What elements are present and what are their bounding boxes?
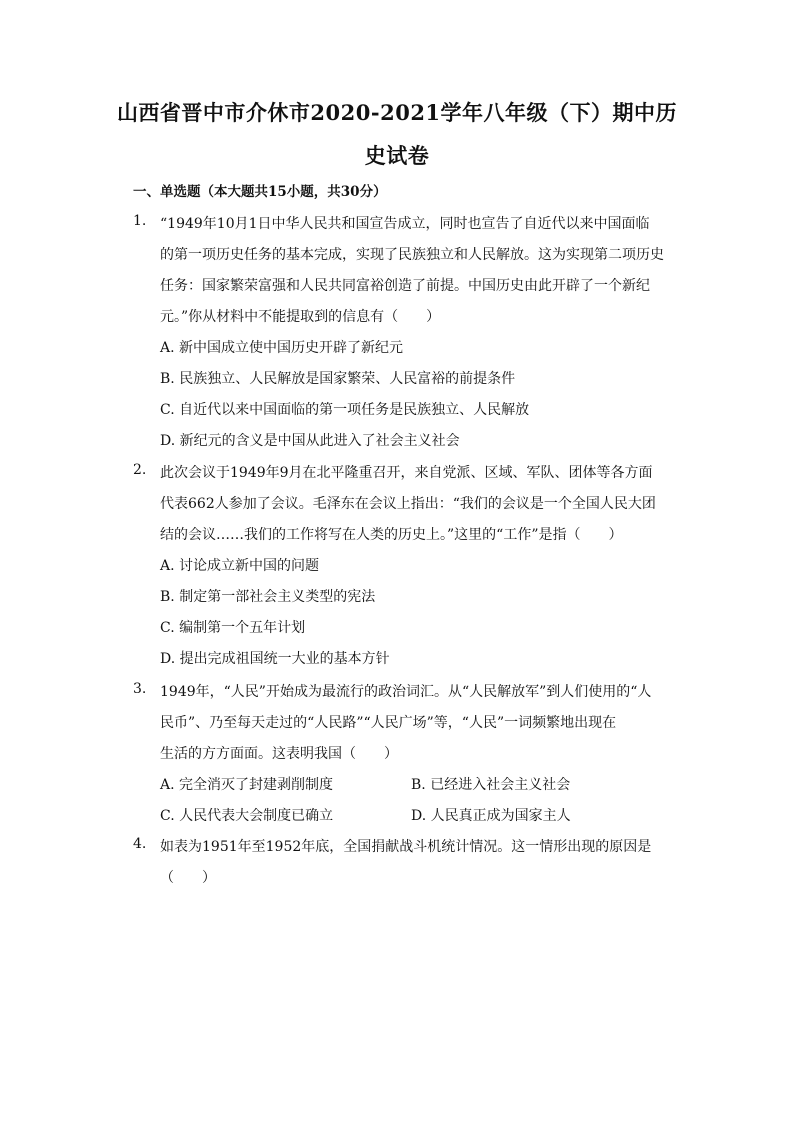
question-text-line: 民币”、乃至每天走过的“人民路”“人民广场”等，“人民”一词频繁地出现在 — [160, 715, 617, 731]
question-number: 3. — [133, 681, 147, 697]
option-b: B. 已经进入社会主义社会 — [411, 777, 571, 793]
option-b: B. 民族独立、人民解放是国家繁荣、人民富裕的前提条件 — [160, 371, 516, 387]
option-c: C. 人民代表大会制度已确立 — [160, 808, 334, 824]
option-d: D. 人民真正成为国家主人 — [411, 808, 571, 824]
option-d: D. 提出完成祖国统一大业的基本方针 — [160, 651, 390, 667]
question-text-line: “1949年10月1日中华人民共和国宣告成立，同时也宣告了自近代以来中国面临 — [160, 216, 650, 232]
question-text-line: 结的会议……我们的工作将写在人类的历史上。”这里的“工作”是指（ ） — [160, 527, 623, 543]
question-text-line: （ ） — [160, 870, 216, 886]
option-c: C. 自近代以来中国面临的第一项任务是民族独立、人民解放 — [160, 402, 530, 418]
option-b: B. 制定第一部社会主义类型的宪法 — [160, 589, 376, 605]
question-text-line: 此次会议于1949年9月在北平隆重召开，来自党派、区域、军队、团体等各方面 — [160, 465, 653, 481]
option-a: A. 新中国成立使中国历史开辟了新纪元 — [160, 340, 404, 356]
question-text-line: 生活的方方面面。这表明我国（ ） — [160, 746, 398, 762]
question-text-line: 代表662人参加了会议。毛泽东在会议上指出：“我们的会议是一个全国人民大团 — [160, 496, 656, 512]
question-text-line: 任务：国家繁荣富强和人民共同富裕创造了前提。中国历史由此开辟了一个新纪 — [160, 278, 650, 294]
question-text-line: 的第一项历史任务的基本完成，实现了民族独立和人民解放。这为实现第二项历史 — [160, 247, 664, 263]
page-title-continued: 史试卷 — [364, 143, 430, 168]
question-number: 4. — [133, 836, 147, 852]
question-number: 1. — [133, 213, 147, 229]
option-d: D. 新纪元的含义是中国从此进入了社会主义社会 — [160, 433, 460, 449]
option-a: A. 讨论成立新中国的问题 — [160, 558, 320, 574]
question-text-line: 1949年，“人民”开始成为最流行的政治词汇。从“人民解放军”到人们使用的“人 — [160, 684, 652, 700]
page-title: 山西省晋中市介休市2020-2021学年八年级（下）期中历 — [116, 100, 678, 125]
question-text-line: 如表为1951年至1952年底，全国捐献战斗机统计情况。这一情形出现的原因是 — [160, 839, 652, 855]
option-c: C. 编制第一个五年计划 — [160, 620, 306, 636]
option-a: A. 完全消灭了封建剥削制度 — [160, 777, 334, 793]
question-text-line: 元。”你从材料中不能提取到的信息有（ ） — [160, 309, 441, 325]
section-heading: 一、单选题（本大题共15小题，共30分） — [133, 184, 387, 200]
question-number: 2. — [133, 462, 147, 478]
